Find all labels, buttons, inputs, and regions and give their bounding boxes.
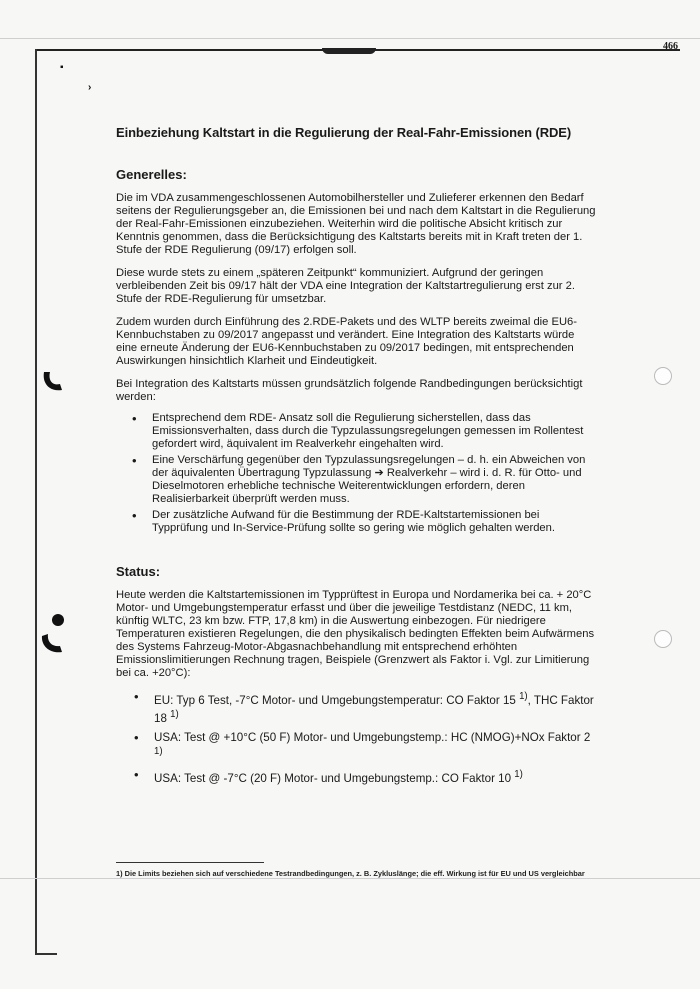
general-paragraph-2: Diese wurde stets zu einem „späteren Zeitpunkt“ kommuniziert. Aufgrund der geringen verbleibenden Zeit bis 09/17 hält der VDA eine Integration der Kaltstartregulierung erst zur 2. Stufe der RDE-Regulierung für umsetzbar. [116,267,575,305]
footnote-ref: 1) [170,708,179,720]
left-border-tick [35,953,57,955]
section-heading-general: Generelles: [116,167,187,182]
limit-examples-list [116,690,596,785]
list-item [154,731,596,763]
list-item [154,690,596,726]
scan-line-bottom [0,878,700,879]
general-paragraph-1: Die im VDA zusammengeschlossenen Automobilhersteller und Zulieferer erkennen den Bedarf seitens der Regulierungsgeber an, die Emissionen bei und nach dem Kaltstart in die Regulierung der Real-Fahr-Emissionen einzubeziehen. Weiterhin wird die politische Absicht kritisch zur Kenntnis genommen, dass die Berücksichtigung des Kaltstarts bereits mit in Kraft treten der 1. Stufe der RDE Regulierung (09/17) erfolgen soll. [116,192,596,256]
page-number: 466 [663,41,678,52]
document-body [116,126,596,795]
punch-hole-upper [654,367,672,385]
document-title: Einbeziehung Kaltstart in die Regulierung der Real-Fahr-Emissionen (RDE) [116,125,572,140]
punch-hole-lower [654,630,672,648]
list-item-text: EU: Typ 6 Test, -7°C Motor- und Umgebungstemperatur: CO Faktor 15 [154,693,520,707]
boundary-conditions-list [116,412,596,535]
footnote-ref: 1) [514,768,523,780]
binding-mark-upper [40,366,66,396]
footnote-separator [116,862,264,863]
scan-mark-chevron: › [88,82,92,93]
left-border-line [35,49,37,954]
list-item: • Eine Verschärfung gegenüber den Typzulassungsregelungen – d. h. ein Abweichen von der äquivalenten Übertragung Typzulassung ➔ Realverkehr – wird i. d. R. für Otto- und Dieselmotoren erhebliche technische Weiterentwicklungen erfordern, deren Realisierbarkeit überprüft werden muss. [152,454,596,506]
list-item: • Der zusätzliche Aufwand für die Bestimmung der RDE-Kaltstartemissionen bei Typprüfung und In-Service-Prüfung sollte so gering wie möglich gehalten werden. [152,509,596,535]
footnote-ref: 1) [154,745,163,757]
general-paragraph-4: Bei Integration des Kaltstarts müssen grundsätzlich folgende Randbedingungen berücksichtigt werden: [116,378,583,403]
section-heading-status: Status: [116,564,161,579]
status-paragraph: Heute werden die Kaltstartemissionen im Typprüftest in Europa und Nordamerika bei ca. + 20°C Motor- und Umgebungstemperatur erfasst und über die jeweilige Testdistanz (NEDC, 11 km, künftig WLTC, 23 km bzw. FTP, 17,8 km) in die Auswertung einbezogen. Für niedrigere Temperaturen existieren Regelungen, die den physikalisch bedingten Effekten beim Aufwärmens des Systems Fahrzeug-Motor-Abgasnachbehandlung mit entsprechend erhöhten Emissionslimitierungen Rechnung tragen, Beispiele (Grenzwert als Faktor i. Vgl. zur Limitierung bei ca. +20°C): [116,589,595,679]
list-item-text: USA: Test @ -7°C (20 F) Motor- und Umgebungstemp.: CO Faktor 10 [154,771,515,785]
footnote-ref: 1) [519,691,528,702]
list-item-text: , THC Faktor 18 [154,693,594,725]
list-item-text: USA: Test @ +10°C (50 F) Motor- und Umgebungstemp.: HC (NMOG)+NOx Faktor 2 [154,730,591,744]
list-item: • Entsprechend dem RDE- Ansatz soll die Regulierung sicherstellen, dass das Emissionsverhalten, dass durch die Typzulassungsregelungen gemessen im Rollentest gefordert wird, äquivalent im Realverkehr eingehalten wird. [152,412,596,451]
top-border-notch [322,48,376,54]
scan-line-top [0,38,700,39]
binding-mark-lower [38,612,68,656]
general-paragraph-3: Zudem wurden durch Einführung des 2.RDE-Pakets und des WLTP bereits zweimal die EU6-Kennbuchstaben zu 09/2017 angepasst und verändert. Eine Integration des Kaltstarts würde eine erneute Änderung der EU6-Kennbuchstaben zu 09/2017 bedingen, mit entsprechenden Auswirkungen hinsichtlich Klarheit und Eindeutigkeit. [116,316,577,367]
footnote-text: 1) Die Limits beziehen sich auf verschiedene Testrandbedingungen, z. B. Zykluslänge; die eff. Wirkung ist für EU und US vergleichbar [116,869,585,878]
scan-mark-dot: ▪ [60,62,64,73]
list-item [154,768,596,786]
